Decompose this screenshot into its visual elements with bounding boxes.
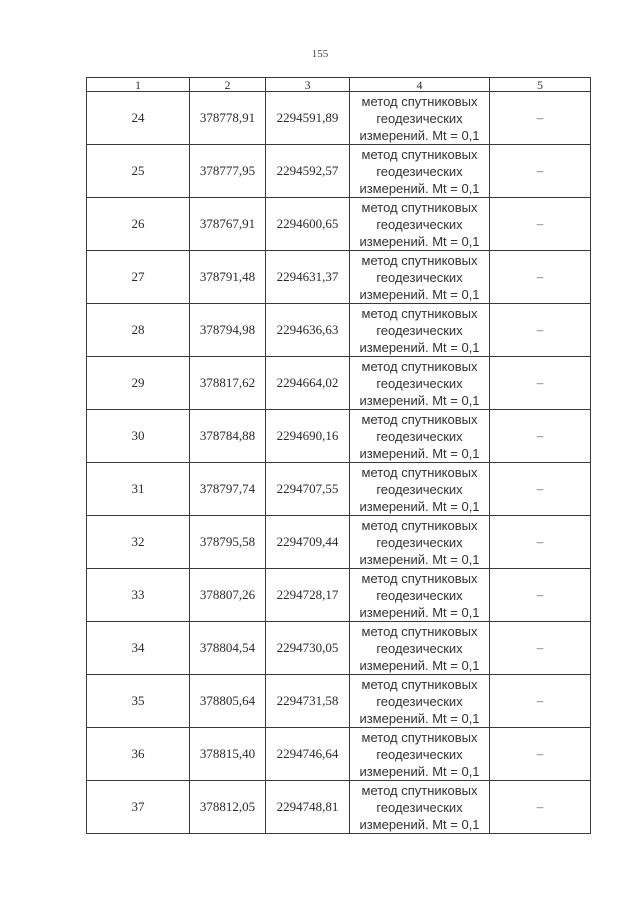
method-line: метод спутниковых [361, 252, 478, 268]
table-row [87, 728, 591, 781]
method-line: геодезических [376, 534, 463, 550]
y-coordinate-cell: 2294728,17 [266, 569, 350, 622]
method-cell [350, 516, 490, 569]
header-col-4: 4 [350, 78, 490, 92]
method-line: измерений. Mt = 0,1 [359, 710, 480, 726]
method-line: геодезических [376, 163, 463, 179]
x-coordinate-cell: 378795,58 [190, 516, 266, 569]
table-row [87, 198, 591, 251]
header-col-2: 2 [190, 78, 266, 92]
method-line: геодезических [376, 693, 463, 709]
header-col-1: 1 [87, 78, 190, 92]
method-line: геодезических [376, 322, 463, 338]
table-row [87, 675, 591, 728]
table-row [87, 781, 591, 834]
page-number: 155 [311, 48, 329, 60]
method-cell [350, 410, 490, 463]
x-coordinate-cell: 378784,88 [190, 410, 266, 463]
method-line: метод спутниковых [361, 199, 478, 215]
note-cell: – [490, 516, 591, 569]
x-coordinate-cell: 378791,48 [190, 251, 266, 304]
x-coordinate-cell: 378807,26 [190, 569, 266, 622]
method-line: измерений. Mt = 0,1 [359, 604, 480, 620]
table-row [87, 92, 591, 145]
point-number-cell: 35 [87, 675, 190, 728]
y-coordinate-cell: 2294748,81 [266, 781, 350, 834]
y-coordinate-cell: 2294631,37 [266, 251, 350, 304]
method-line: измерений. Mt = 0,1 [359, 657, 480, 673]
method-line: измерений. Mt = 0,1 [359, 816, 480, 832]
method-line: измерений. Mt = 0,1 [359, 339, 480, 355]
table-row [87, 516, 591, 569]
method-line: измерений. Mt = 0,1 [359, 551, 480, 567]
note-cell: – [490, 145, 591, 198]
point-number-cell: 34 [87, 622, 190, 675]
y-coordinate-cell: 2294746,64 [266, 728, 350, 781]
method-line: метод спутниковых [361, 782, 478, 798]
method-cell [350, 251, 490, 304]
point-number-cell: 31 [87, 463, 190, 516]
point-number-cell: 28 [87, 304, 190, 357]
table-row [87, 145, 591, 198]
point-number-cell: 29 [87, 357, 190, 410]
method-line: геодезических [376, 481, 463, 497]
method-line: метод спутниковых [361, 570, 478, 586]
table-row [87, 357, 591, 410]
x-coordinate-cell: 378804,54 [190, 622, 266, 675]
note-cell: – [490, 622, 591, 675]
y-coordinate-cell: 2294591,89 [266, 92, 350, 145]
note-cell: – [490, 569, 591, 622]
method-line: метод спутниковых [361, 93, 478, 109]
table-row [87, 251, 591, 304]
point-number-cell: 32 [87, 516, 190, 569]
method-line: метод спутниковых [361, 517, 478, 533]
method-line: метод спутниковых [361, 676, 478, 692]
point-number-cell: 36 [87, 728, 190, 781]
method-line: измерений. Mt = 0,1 [359, 180, 480, 196]
method-line: геодезических [376, 640, 463, 656]
method-line: метод спутниковых [361, 464, 478, 480]
note-cell: – [490, 357, 591, 410]
x-coordinate-cell: 378777,95 [190, 145, 266, 198]
y-coordinate-cell: 2294600,65 [266, 198, 350, 251]
x-coordinate-cell: 378794,98 [190, 304, 266, 357]
method-line: геодезических [376, 746, 463, 762]
method-cell [350, 357, 490, 410]
y-coordinate-cell: 2294730,05 [266, 622, 350, 675]
method-line: измерений. Mt = 0,1 [359, 498, 480, 514]
method-line: измерений. Mt = 0,1 [359, 763, 480, 779]
x-coordinate-cell: 378767,91 [190, 198, 266, 251]
method-line: метод спутниковых [361, 729, 478, 745]
method-line: измерений. Mt = 0,1 [359, 445, 480, 461]
method-line: измерений. Mt = 0,1 [359, 392, 480, 408]
note-cell: – [490, 675, 591, 728]
note-cell: – [490, 728, 591, 781]
table-row [87, 569, 591, 622]
note-cell: – [490, 304, 591, 357]
note-cell: – [490, 92, 591, 145]
method-cell [350, 463, 490, 516]
point-number-cell: 26 [87, 198, 190, 251]
table-header-row [87, 78, 591, 92]
y-coordinate-cell: 2294709,44 [266, 516, 350, 569]
method-line: геодезических [376, 216, 463, 232]
x-coordinate-cell: 378815,40 [190, 728, 266, 781]
x-coordinate-cell: 378817,62 [190, 357, 266, 410]
method-line: метод спутниковых [361, 358, 478, 374]
method-line: метод спутниковых [361, 305, 478, 321]
y-coordinate-cell: 2294592,57 [266, 145, 350, 198]
table-row [87, 410, 591, 463]
method-line: метод спутниковых [361, 146, 478, 162]
header-col-5: 5 [490, 78, 591, 92]
method-cell [350, 569, 490, 622]
method-cell [350, 304, 490, 357]
method-line: геодезических [376, 428, 463, 444]
y-coordinate-cell: 2294664,02 [266, 357, 350, 410]
point-number-cell: 37 [87, 781, 190, 834]
method-cell [350, 145, 490, 198]
coordinates-table [86, 77, 591, 834]
y-coordinate-cell: 2294636,63 [266, 304, 350, 357]
table-row [87, 304, 591, 357]
note-cell: – [490, 410, 591, 463]
method-line: метод спутниковых [361, 623, 478, 639]
method-line: геодезических [376, 110, 463, 126]
method-line: геодезических [376, 269, 463, 285]
table-row [87, 463, 591, 516]
method-line: измерений. Mt = 0,1 [359, 233, 480, 249]
method-cell [350, 622, 490, 675]
x-coordinate-cell: 378805,64 [190, 675, 266, 728]
x-coordinate-cell: 378797,74 [190, 463, 266, 516]
point-number-cell: 33 [87, 569, 190, 622]
method-line: геодезических [376, 799, 463, 815]
y-coordinate-cell: 2294707,55 [266, 463, 350, 516]
point-number-cell: 30 [87, 410, 190, 463]
point-number-cell: 27 [87, 251, 190, 304]
note-cell: – [490, 251, 591, 304]
method-cell [350, 92, 490, 145]
x-coordinate-cell: 378778,91 [190, 92, 266, 145]
y-coordinate-cell: 2294731,58 [266, 675, 350, 728]
method-line: измерений. Mt = 0,1 [359, 286, 480, 302]
method-line: метод спутниковых [361, 411, 478, 427]
x-coordinate-cell: 378812,05 [190, 781, 266, 834]
point-number-cell: 24 [87, 92, 190, 145]
method-line: измерений. Mt = 0,1 [359, 127, 480, 143]
point-number-cell: 25 [87, 145, 190, 198]
table-row [87, 622, 591, 675]
note-cell: – [490, 198, 591, 251]
method-cell [350, 728, 490, 781]
method-line: геодезических [376, 375, 463, 391]
note-cell: – [490, 463, 591, 516]
y-coordinate-cell: 2294690,16 [266, 410, 350, 463]
method-line: геодезических [376, 587, 463, 603]
method-cell [350, 675, 490, 728]
method-cell [350, 781, 490, 834]
method-cell [350, 198, 490, 251]
note-cell: – [490, 781, 591, 834]
header-col-3: 3 [266, 78, 350, 92]
